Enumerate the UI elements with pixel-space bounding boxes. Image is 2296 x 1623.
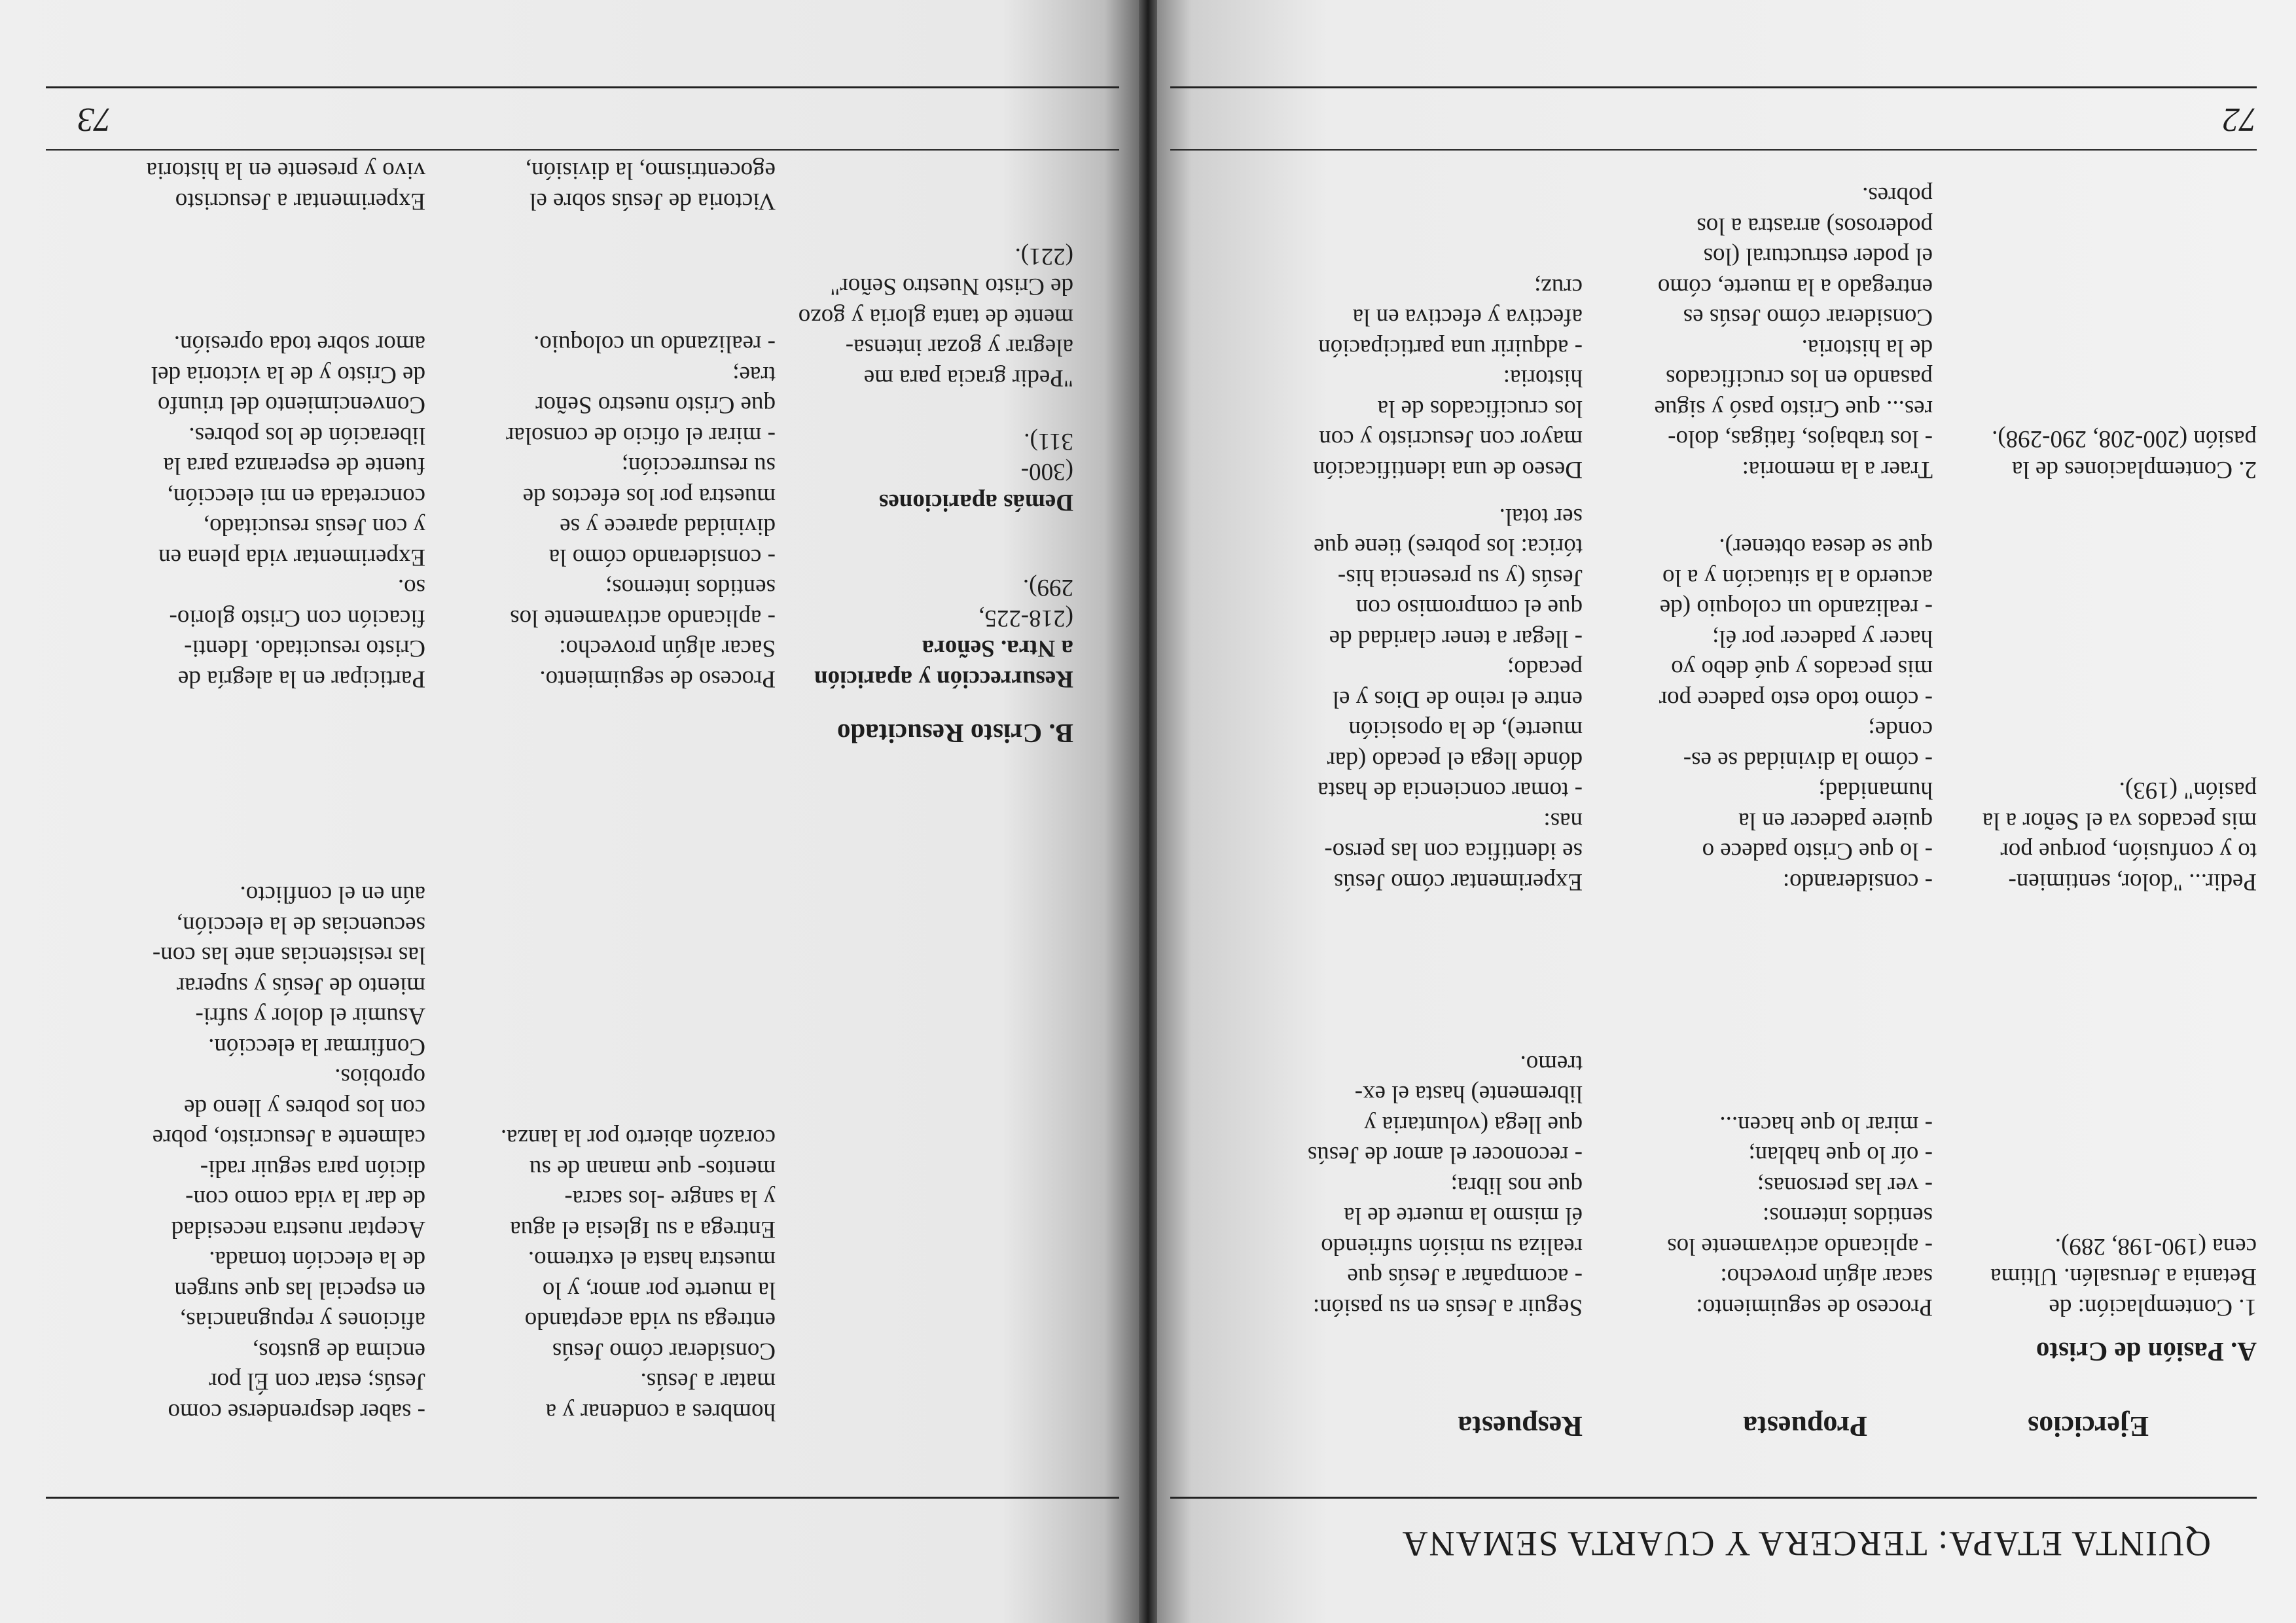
top-rule xyxy=(1170,1497,2257,1499)
section-a-heading: A. Pasión de Cristo xyxy=(2036,1337,2257,1367)
bottom-rule-lower xyxy=(46,86,1119,88)
resurreccion-reference: (218-225, 299). xyxy=(978,574,1073,632)
bottom-rule-upper xyxy=(1170,149,2257,151)
page-title: QUINTA ETAPA: TERCERA Y CUARTA SEMANA xyxy=(1401,1524,2211,1563)
exercise-1-respuesta: Seguir a Jesús en su pasión: - acompañar a Jesús que realiza su misión sufriendo él mismo la muerte de la que nos libra; - reconocer el amor de Jesús que llega (voluntaria y libremente) hasta el ex- tremo. xyxy=(1307,1050,1583,1321)
demas-apariciones-reference: (300- 311). xyxy=(1020,428,1073,486)
exercise-1-title: 1. Contemplación: de Betania a Jerusalén. Ultima cena (190-198, 289). xyxy=(1990,1233,2257,1321)
exercise-1-propuesta: Proceso de seguimiento: sacar algún provecho: - aplicando activamente los sentidos internos: - ver las personas; - oír lo que hablan; - mirar lo que hacen... xyxy=(1667,1111,1933,1321)
demas-apariciones-exercise xyxy=(785,426,1073,518)
exercise-2-propuesta: Traer a la memoria: - los trabajos, fatigas, dolo- res... que Cristo pasó y sigue pasando en los crucificados de la historia. Considerar cómo Jesús es entregado a la muerte, cómo el poder estructural (los poderosos) arrastra a los pobres. xyxy=(1654,182,1933,483)
resurreccion-propuesta: Proceso de seguimiento. Sacar algún provecho: - aplicando activamente los sentidos internos; - considerando cómo la divinidad aparece y se muestra por los efectos de su resurrección; - mirar el oficio de consolar que Cristo nuestro Señor trae; - realizando un coloquio. xyxy=(506,330,776,692)
top-rule xyxy=(46,1497,1119,1499)
bottom-rule-upper xyxy=(46,149,1119,151)
exercise-2-title: 2. Contemplaciones de la pasión (200-208, 290-298). xyxy=(1992,425,2257,483)
exercise-1-considerando: - considerando: - lo que Cristo padece o quiere padecer en la humanidad; - cómo la divinidad se es- conde; - cómo todo esto padece por mis pecados y qué debo yo hacer y padecer por él; - realizando un coloquio (de acuerdo a la situación y a lo que se desea obtener). xyxy=(1659,533,1933,895)
demas-apariciones-pedir: "Pedir gracia para me alegrar y gozar intensa- mente de tanta gloria y gozo de Cristo Nuestro Señor" (221). xyxy=(798,243,1073,391)
column-header-respuesta: Respuesta xyxy=(1458,1410,1583,1442)
resurreccion-exercise xyxy=(785,572,1073,694)
column-header-propuesta: Propuesta xyxy=(1743,1410,1867,1442)
victoria-propuesta: Victoria de Jesús sobre el egocentrismo, la división, xyxy=(525,157,776,215)
resurreccion-title: Resurrección y aparición a Ntra. Señora xyxy=(814,635,1073,692)
victoria-respuesta: Experimentar a Jesucristo vivo y presente en la historia xyxy=(146,157,425,215)
demas-apariciones-title: Demás apariciones xyxy=(879,489,1073,516)
exercise-2-respuesta: Deseo de una identificación mayor con Jesucristo y con los crucificados de la historia: - adquirir una participación afectiva y efectiva en la cruz; xyxy=(1313,274,1583,483)
exercise-2-propuesta-continued: hombres a condenar y a matar a Jesús. Considerar cómo Jesús entrega su vida aceptando la muerte por amor, y lo muestra hasta el extremo. Entrega a su Iglesia el agua y la sangre -los sacra- mentos- que manan de su corazón abierto por la lanza. xyxy=(500,1124,776,1425)
section-b-heading: B. Cristo Resucitado xyxy=(836,719,1073,749)
resurreccion-respuesta: Participar en la alegría de Cristo resucitado. Identi- ficación con Cristo glorio- so. Experimentar vida plena en y con Jesús resucitado, concretada en mi elección, fuente de esperanza para la liberación de los pobres. Convencimiento del triunfo de Cristo y de la victoria del amor sobre toda opresión. xyxy=(151,330,425,692)
column-header-ejercicios: Ejercicios xyxy=(2028,1410,2149,1442)
exercise-2-respuesta-continued: - saber desprenderse como Jesús; estar con Él por encima de gustos, aficiones y repugnancias, en especial las que surgen de la elección tomada. Aceptar nuestra necesidad de dar la vida como con- dición para seguir radi- calmente a Jesucristo, pobre con los pobres y lleno de oprobios. Confirmar la elección. Asumir el dolor y sufri- miento de Jesús y superar las resistencias ante las con- secuencias de la elección, aún en el conflicto. xyxy=(152,881,425,1425)
page-number-72: 72 xyxy=(2223,101,2257,138)
bottom-rule-lower xyxy=(1170,86,2257,88)
exercise-1-pedir: Pedir... "dolor, sentimien- to y confusión, porque por mis pecados va el Señor a la pasión" (193). xyxy=(1982,777,2257,895)
page-number-73: 73 xyxy=(77,101,111,138)
page-72 xyxy=(1157,0,2296,1623)
book-gutter xyxy=(1139,0,1157,1623)
exercise-1-experimentar: Experimentar cómo Jesús se identifica con las perso- nas: - tomar conciencia de hasta dónde llega el pecado (dar muerte), de la oposición entre el reino de Dios y el pecado; - llegar a tener claridad de que el compromiso con Jesús (y su presencia his- tórica: los pobres) tiene que ser total. xyxy=(1314,503,1583,895)
page-73 xyxy=(0,0,1139,1623)
